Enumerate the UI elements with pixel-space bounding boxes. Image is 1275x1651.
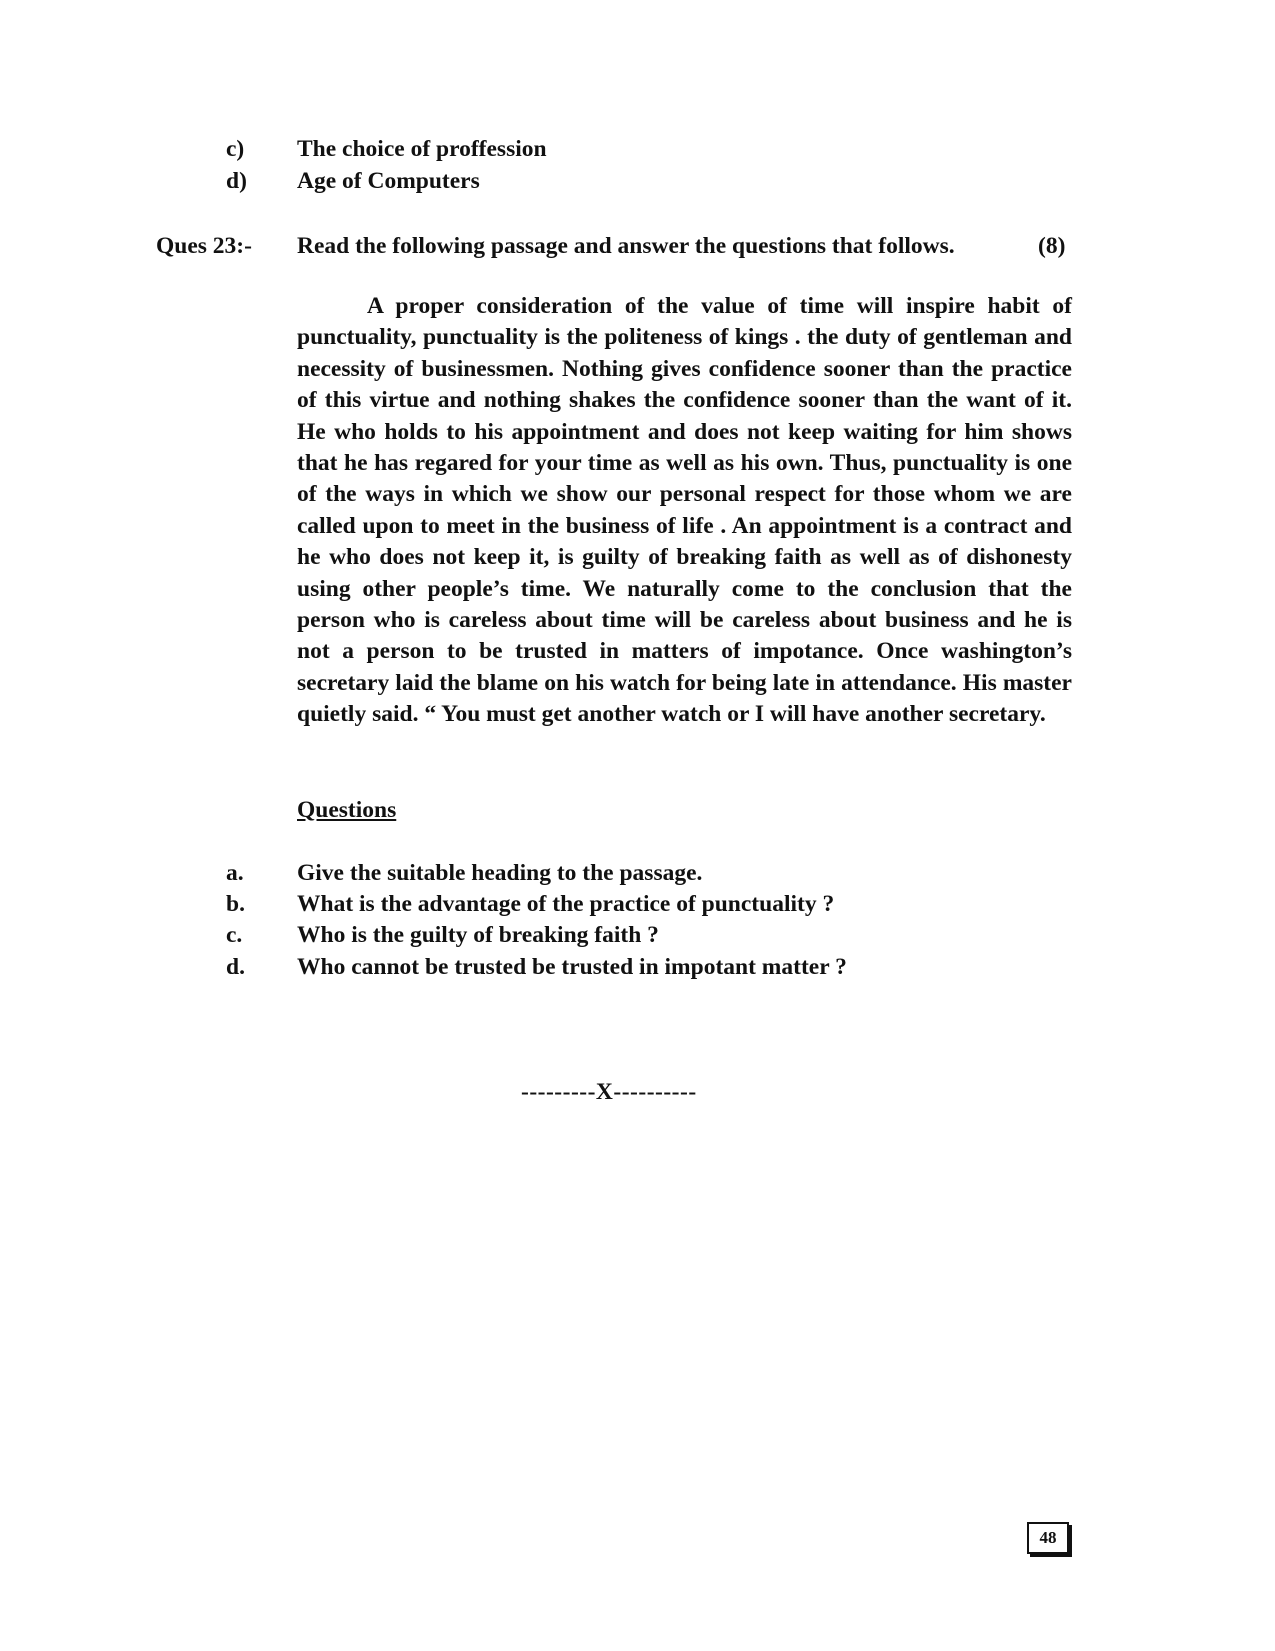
question-label: Ques 23:-: [156, 233, 252, 259]
sub-question-marker: a.: [226, 860, 244, 886]
end-of-section-mark: ---------X----------: [521, 1079, 697, 1105]
option-marker: d): [226, 168, 247, 194]
sub-question-marker: c.: [226, 922, 243, 948]
question-prompt: Read the following passage and answer the questions that follows.: [297, 233, 955, 259]
sub-question-text: Who is the guilty of breaking faith ?: [297, 922, 659, 948]
sub-question-marker: b.: [226, 891, 245, 917]
sub-question-text: Who cannot be trusted be trusted in impotant matter ?: [297, 954, 847, 980]
sub-question-marker: d.: [226, 954, 245, 980]
sub-question-text: Give the suitable heading to the passage.: [297, 860, 703, 886]
page-number-box: 48: [1027, 1522, 1069, 1554]
question-marks: (8): [1038, 233, 1066, 259]
option-text: The choice of proffession: [297, 136, 547, 162]
questions-heading: Questions: [297, 797, 397, 823]
sub-question-text: What is the advantage of the practice of punctuality ?: [297, 891, 835, 917]
option-text: Age of Computers: [297, 168, 480, 194]
reading-passage: [297, 291, 1072, 731]
passage-text: A proper consideration of the value of time will inspire habit of punctuality, punctuality is the politeness of kings . the duty of gentleman and necessity of businessmen. Nothing gives confidence sooner than the practice of this virtue and nothing shakes the confidence sooner than the want of it. He who holds to his appointment and does not keep waiting for him shows that he has regared for your time as well as his own. Thus, punctuality is one of the ways in which we show our personal respect for those whom we are called upon to meet in the business of life . An appointment is a contract and he who does not keep it, is guilty of breaking faith as well as of dishonesty using other people’s time. We naturally come to the conclusion that the person who is careless about time will be careless about business and he is not a person to be trusted in matters of impotance. Once washington’s secretary laid the blame on his watch for being late in attendance. His master quietly said. “ You must get another watch or I will have another secretary.: [297, 293, 1072, 728]
option-marker: c): [226, 136, 245, 162]
